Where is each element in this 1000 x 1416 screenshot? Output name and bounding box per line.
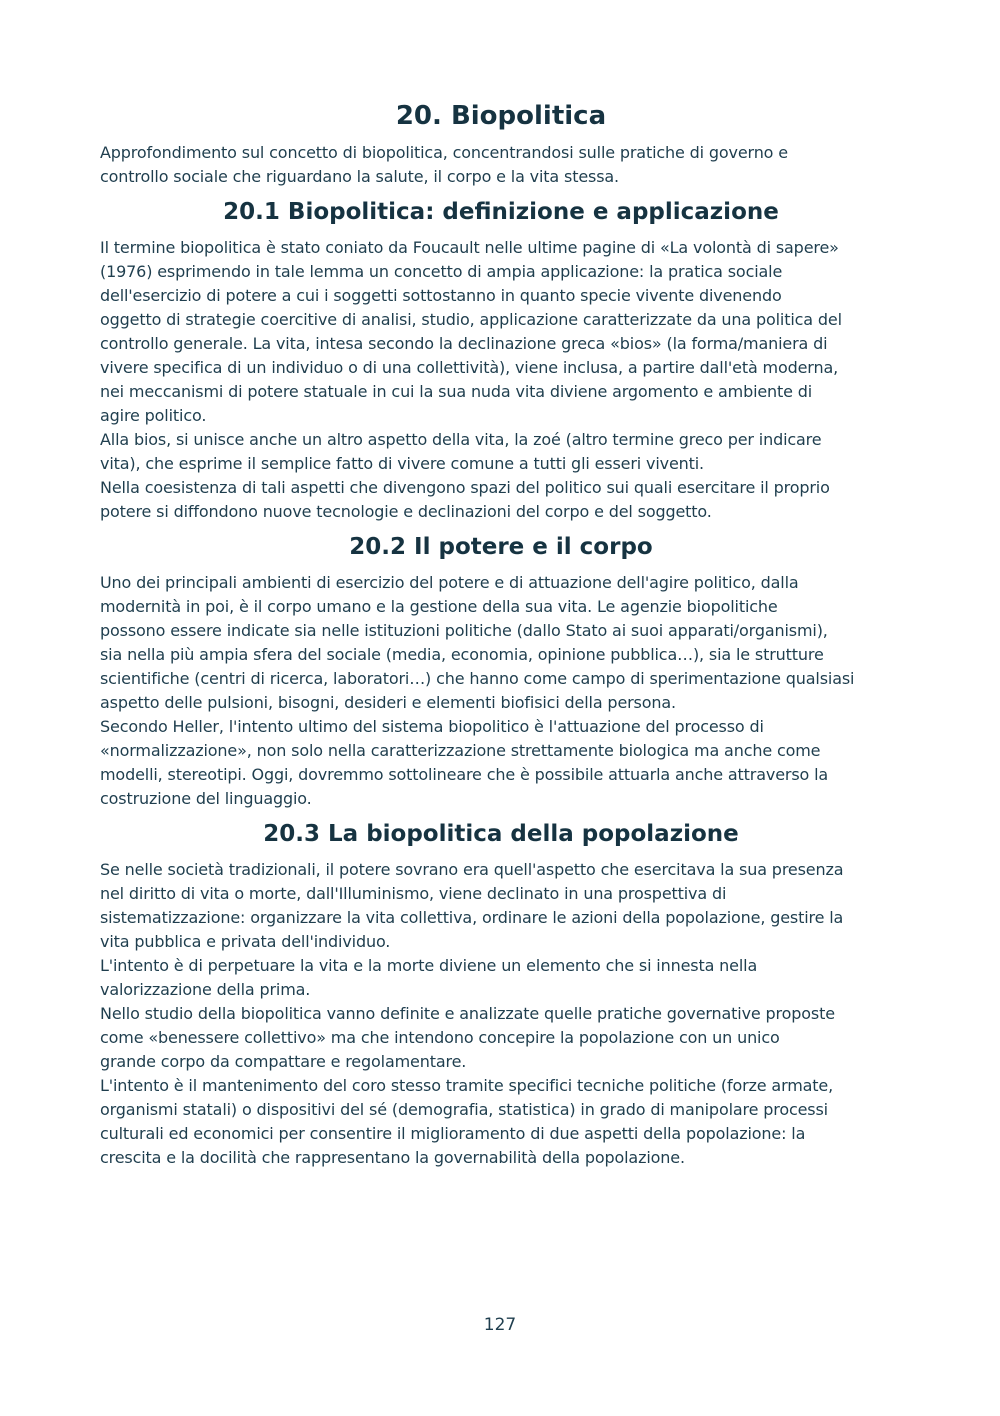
section-body <box>100 858 902 1170</box>
text-line: possono essere indicate sia nelle istituzioni politiche (dallo Stato ai suoi apparati/organismi), <box>100 621 828 640</box>
section-heading: 20.3 La biopolitica della popolazione <box>263 821 739 847</box>
chapter-intro <box>100 141 902 189</box>
text-line: grande corpo da compattare e regolamentare. <box>100 1052 467 1071</box>
text-line: agire politico. <box>100 406 207 425</box>
text-line: aspetto delle pulsioni, bisogni, desideri e elementi biofisici della persona. <box>100 693 676 712</box>
text-line: crescita e la docilità che rappresentano la governabilità della popolazione. <box>100 1148 685 1167</box>
text-line: oggetto di strategie coercitive di analisi, studio, applicazione caratterizzate da una politica del <box>100 310 842 329</box>
page-number: 127 <box>483 1315 517 1335</box>
section-body <box>100 236 902 524</box>
text-line: controllo generale. La vita, intesa secondo la declinazione greca «bios» (la forma/maniera di <box>100 334 828 353</box>
text-line: Nello studio della biopolitica vanno definite e analizzate quelle pratiche governative proposte <box>100 1004 835 1023</box>
chapter-title: 20. Biopolitica <box>395 101 607 131</box>
text-line: nel diritto di vita o morte, dall'Illuminismo, viene declinato in una prospettiva di <box>100 884 727 903</box>
text-line: modelli, stereotipi. Oggi, dovremmo sottolineare che è possibile attuarla anche attraverso la <box>100 765 829 784</box>
text-line: nei meccanismi di potere statuale in cui la sua nuda vita diviene argomento e ambiente di <box>100 382 813 401</box>
text-line: Se nelle società tradizionali, il potere sovrano era quell'aspetto che esercitava la sua presenza <box>100 860 844 879</box>
text-line: costruzione del linguaggio. <box>100 789 312 808</box>
text-line: vita), che esprime il semplice fatto di vivere comune a tutti gli esseri viventi. <box>100 454 704 473</box>
section-heading: 20.2 Il potere e il corpo <box>349 534 653 560</box>
text-line: potere si diffondono nuove tecnologie e declinazioni del corpo e del soggetto. <box>100 502 712 521</box>
text-line: Il termine biopolitica è stato coniato da Foucault nelle ultime pagine di «La volontà di sapere» <box>100 238 839 257</box>
text-line: Uno dei principali ambienti di esercizio del potere e di attuazione dell'agire politico, dalla <box>100 573 799 592</box>
text-line: L'intento è di perpetuare la vita e la morte diviene un elemento che si innesta nella <box>100 956 758 975</box>
text-line: come «benessere collettivo» ma che intendono concepire la popolazione con un unico <box>100 1028 780 1047</box>
text-line: scientifiche (centri di ricerca, laboratori…) che hanno come campo di sperimentazione qualsiasi <box>100 669 855 688</box>
text-line: vita pubblica e privata dell'individuo. <box>100 932 391 951</box>
page-content <box>100 96 902 1170</box>
text-line: «normalizzazione», non solo nella caratterizzazione strettamente biologica ma anche come <box>100 741 821 760</box>
text-line: vivere specifica di un individuo o di una collettività), viene inclusa, a partire dall'età moderna, <box>100 358 839 377</box>
text-line: dell'esercizio di potere a cui i soggetti sottostanno in quanto specie vivente divenendo <box>100 286 782 305</box>
text-line: organismi statali) o dispositivi del sé (demografia, statistica) in grado di manipolare processi <box>100 1100 828 1119</box>
text-line: modernità in poi, è il corpo umano e la gestione della sua vita. Le agenzie biopolitiche <box>100 597 778 616</box>
text-line: sia nella più ampia sfera del sociale (media, economia, opinione pubblica…), sia le strutture <box>100 645 824 664</box>
text-line: L'intento è il mantenimento del coro stesso tramite specifici tecniche politiche (forze armate, <box>100 1076 834 1095</box>
text-line: Secondo Heller, l'intento ultimo del sistema biopolitico è l'attuazione del processo di <box>100 717 764 736</box>
text-line: Nella coesistenza di tali aspetti che divengono spazi del politico sui quali esercitare il proprio <box>100 478 830 497</box>
text-line: Alla bios, si unisce anche un altro aspetto della vita, la zoé (altro termine greco per indicare <box>100 430 822 449</box>
text-line: Approfondimento sul concetto di biopolitica, concentrandosi sulle pratiche di governo e <box>100 143 788 162</box>
text-line: culturali ed economici per consentire il miglioramento di due aspetti della popolazione: la <box>100 1124 806 1143</box>
section-body <box>100 571 902 811</box>
text-line: controllo sociale che riguardano la salute, il corpo e la vita stessa. <box>100 167 619 186</box>
text-line: valorizzazione della prima. <box>100 980 311 999</box>
text-line: (1976) esprimendo in tale lemma un concetto di ampia applicazione: la pratica sociale <box>100 262 783 281</box>
text-line: sistematizzazione: organizzare la vita collettiva, ordinare le azioni della popolazione, gestire la <box>100 908 844 927</box>
section-heading: 20.1 Biopolitica: definizione e applicazione <box>223 199 779 225</box>
